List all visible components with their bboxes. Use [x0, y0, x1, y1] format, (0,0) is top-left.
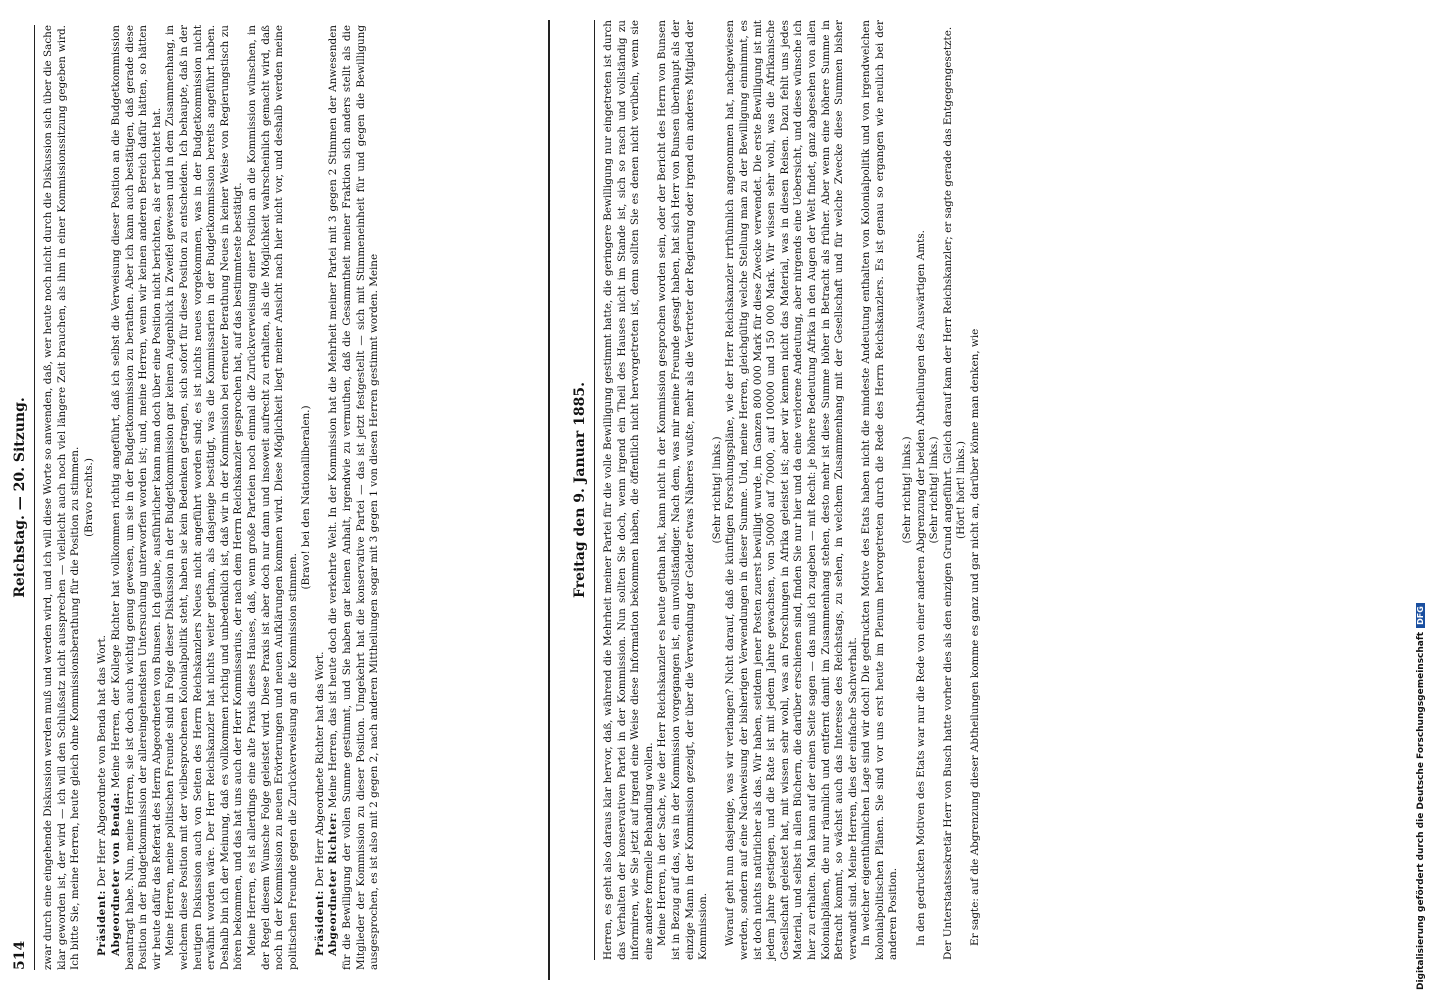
- paragraph-text: Der Herr Abgeordnete von Benda hat das Wort.: [96, 635, 109, 887]
- paragraph-text: (Hört! hört! links.): [955, 441, 968, 539]
- paragraph-text: In den gedruckten Motiven des Etats war nur die Rede von einer anderen Abgrenzung der beiden Abtheilungen des Auswärtigen Amts.: [914, 230, 927, 946]
- paragraph-text: (Sehr richtig! links.): [901, 436, 914, 544]
- speaker-name: Präsident:: [96, 890, 109, 956]
- paragraph: [110, 25, 164, 970]
- paragraph: [942, 20, 956, 960]
- paragraph-text: (Sehr richtig! links.): [928, 436, 941, 544]
- paragraph-text: (Bravo! bei den Nationalliberalen.): [300, 405, 313, 590]
- paragraph: [246, 25, 300, 970]
- paragraph: [96, 25, 110, 970]
- paragraph: [164, 25, 246, 970]
- right-page-header: [572, 20, 592, 960]
- paragraph: [42, 25, 83, 970]
- page-divider: [548, 20, 550, 980]
- paragraph: [915, 20, 929, 960]
- left-page-header: [12, 25, 32, 970]
- left-page: [0, 0, 480, 1000]
- header-rule: [34, 25, 35, 970]
- paragraph: [969, 20, 983, 960]
- speaker-name: Abgeordneter von Benda:: [109, 792, 122, 956]
- paragraph: [656, 20, 710, 960]
- credit-text: Digitalisierung gefördert durch die Deutsche Forschungsgemeinschaft: [1416, 631, 1426, 990]
- paragraph: [314, 25, 328, 970]
- paragraph-text: Der Herr Abgeordnete Richter hat das Wort.: [313, 651, 326, 887]
- paragraph-text: Meine Herren, der Kollege Richter hat vollkommen richtig angeführt, daß ich selbst die Verweisung dieser Position an die Budgetkommission beantragt habe. Nun, meine Herren, sie ist doch auch wichtig genug gewesen, um sie in der Budgetkommission zu berathen. Aber ich kann auch bestätigen, daß gerade diese Position in der Budgetkommission der allereingehendsten Untersuchung unterworfen worden ist; und, meine Herren, wenn wir keinen anderen Bereich dafür hätten, so hätten wir heute dafür das Referat des Herrn Abgeordneten von Bunsen. Ich glaube, ausführlicher kann man doch über eine Position nicht berichten, als er berichtet hat.: [109, 24, 163, 970]
- header-rule: [594, 20, 595, 960]
- paragraph: [83, 25, 97, 970]
- paragraph: [724, 20, 860, 960]
- paragraph-text: Meine Herren, es ist allerdings eine alte Praxis dieses Hauses, daß, wenn große Parteien noch einmal die Zurückverweisung einer Position an die Kommission wünschen, in der Regel diesem Wunsche Folge geleistet wird. Diese Praxis ist aber doch nur dann und insoweit aufrecht zu erhalten, als die Möglichkeit wahrscheinlich gemacht wird, daß noch in der Kommission zu neuen Erörterungen und neuen Aufklärungen kommen wird. Diese Möglichkeit liegt meiner Ansicht nach hier nicht vor, und deshalb werden meine politischen Freunde gegen die Zurückverweisung an die Kommission stimmen.: [245, 25, 299, 970]
- speaker-name: Präsident:: [313, 890, 326, 956]
- running-header: Reichstag. — 20. Sitzung.: [12, 397, 28, 598]
- digitization-credit: [1416, 603, 1426, 990]
- speaker-name: Abgeordneter Richter:: [327, 812, 340, 956]
- paragraph-text: In welcher eigenthümlichen Lage sind wir doch! Die gedruckten Motive des Etats haben nicht die mindeste Andeutung enthalten von Kolonialpolitik und von irgendwelchen kolonialpolitischen Plänen. Sie sind vor uns erst heute im Plenum hervorgetreten durch die Rede des Herrn Reichskanzlers. Es ist genau so ergangen wie neulich bei der anderen Position.: [860, 20, 900, 960]
- paragraph-text: Herren, es geht also daraus klar hervor, daß, während die Mehrheit meiner Partei für die volle Bewilligung gestimmt hatte, die geringere Bewilligung nur eingetreten ist durch das Verhalten der konservativen Partei in der Kommission. Nun sollten Sie doch, wenn irgend ein Theil des Hauses nicht im Stande ist, sich so rasch und vollständig zu informiren, wie Sie jetzt auf irgend eine Weise diese Information bekommen haben, die öffentlich nicht hervorgetreten ist, denn sollten Sie es denen nicht verübeln, wenn sie eine andere formelle Behandlung wollen.: [602, 20, 655, 960]
- date-header: Freitag den 9. Januar 1885.: [572, 382, 588, 598]
- paragraph: [300, 25, 314, 970]
- left-column: [42, 25, 462, 970]
- page-number: 514: [12, 940, 28, 970]
- paragraph-text: (Bravo rechts.): [82, 458, 95, 537]
- right-page: [560, 0, 1080, 1000]
- paragraph-text: Er sagte: auf die Abgrenzung dieser Abtheilungen komme es ganz und gar nicht an, darüber könne man denken, wie: [969, 328, 982, 946]
- paragraph: [928, 20, 942, 960]
- paragraph: [860, 20, 901, 960]
- paragraph: [711, 20, 725, 960]
- dfg-logo: DFG: [1416, 603, 1425, 628]
- paragraph-text: Meine Herren, das ist heute doch die verkehrte Welt. In der Kommission hat die Mehrheit meiner Partei mit 3 gegen 2 Stimmen der Anwesenden für die Bewilligung der vollen Summe gestimmt, und Sie haben gar keinen Anhalt, irgendwie zu vermuthen, daß die Gesammtheit meiner Fraktion sich anders stellt als die Mitglieder der Kommission zu dieser Position. Umgekehrt hat die konservative Partei — das ist jetzt festgestellt — sich mit Stimmeneinheit für und gegen die Bewilligung ausgesprochen, es ist also mit 2 gegen 2, nach anderen Mittheilungen sogar mit 3 gegen 1 von diesen Herren gestimmt worden. Meine: [327, 25, 381, 970]
- paragraph: [602, 20, 656, 960]
- paragraph-text: Meine Herren, meine politischen Freunde sind in Folge dieser Diskussion in der Budgetkommission gar keinen Augenblick in Zweifel gewesen und in dem Zusammenhang, in welchem diese Position mit der vielbesprochenen Kolonialpolitik steht, haben sie kein Bedenken getragen, sich sofort für diese Position zu entscheiden. Ich behaupte, daß in der heutigen Diskussion auch von Seiten des Herrn Reichskanzlers Neues nicht angeführt worden sind; es ist nichts neues vorgekommen, was in der Budgetkommission nicht erwähnt worden wäre. Der Herr Reichskanzler hat nichts weiter gethan, als dasjenige bestätigt, was die Kommissarien in der Budgetkommission bereits angeführt haben. Deshalb bin ich der Meinung, daß es vollkommen richtig und unbedenklich ist, daß wir in der Kommission bei erneuter Berathung Neues in keiner Weise von Regierungstisch zu hören bekommen, und das hat uns auch der Herr Kommissarius, der nach dem Herrn Reichskanzler gesprochen hat, auf das bestimmteste bestätigt.: [164, 25, 245, 970]
- paragraph-text: Worauf geht nun dasjenige, was wir verlangen? Nicht darauf, daß die künftigen Forschungspläne, wie der Herr Reichskanzler irrthümlich angenommen hat, nachgewiesen werden, sondern auf eine Nachweisung der bisherigen Verwendungen in dieser Summe. Und, meine Herren, gleichgültig welche Stellung man zu der Bewilligung einnimmt, es ist doch nichts natürlicher als das. Wir haben, seitdem jener Posten zuerst bewilligt wurde, im Ganzen 800 000 Mark für diese Zwecke verwendet. Die erste Bewilligung ist mit jedem Jahre gestiegen, und die Rate ist mit jedem Jahre gewachsen, von 50000 auf 70000, auf 100000 und 150 000 Mark. Wir wissen sehr wohl, was die Afrikanische Gesellschaft geleistet hat, mit wissen sehr wohl, was an Forschungen in Afrika geleistet ist; aber wir kennen nicht das Material, was in diesen Reisen. Dazu fehlt uns jedes Material, und selbst in allen Büchern, die darüber erschienen sind, finden Sie nur hier und da eine verlorene Andeutung, aber nirgends eine Uebersicht, und diese wünsche ich hier zu erhalten. Man kann auf der einen Seite sagen — das muß ich zugeben — mit Recht: je höhere Bedeutung Afrika in den Augen der Welt findet, ganz abgesehen von allen Kolonialplänen, die nur räumlich und entfernt damit im Zusammenhang stehen, desto mehr ist diese Summe höher in Betracht als früher. Aber wenn eine höhere Summe in Betracht kommt, so wächst auch das Interesse des Reichstags, zu sehen, in welchem Zusammenhang mit der Gesellschaft und für welche Zwecke diese Summen bisher verwandt sind. Meine Herren, dies der einfache Sachverhalt.: [724, 20, 859, 960]
- paragraph-text: Der Unterstaatssekretär Herr von Busch hatte vorher dies als den einzigen Grund angeführt. Gleich darauf kam der Herr Reichskanzler; er sagte gerade das Entgegengesetzte.: [941, 26, 954, 960]
- paragraph-text: (Sehr richtig! links.): [710, 436, 723, 544]
- paragraph: [955, 20, 969, 960]
- paragraph-text: Meine Herren, in der Sache, wie der Herr Reichskanzler es heute gethan hat, kann nicht in der Kommission gesprochen worden sein, oder der Bericht des Herrn von Bunsen ist in Bezug auf das, was in der Kommission vorgegangen ist, ein unvollständiger. Nach dem, was mir meine Freunde gesagt haben, hat sich Herr von Bunsen überhaupt als der einzige Mann in der Kommission gezeigt, der über die Verwendung der Gelder etwas Näheres wußte, mehr als die Vertreter der Regierung oder irgend ein anderes Mitglied der Kommission.: [656, 20, 710, 960]
- paragraph: [901, 20, 915, 960]
- right-column: [602, 20, 1062, 960]
- paragraph-text: zwar durch eine eingehende Diskussion werden muß und werden wird, und ich will diese Worte so anwenden, daß, wer heute noch nicht durch die Diskussion sich über die Sache klar geworden ist, der wird — ich will den Schlußsatz nicht aussprechen — vielleicht auch noch viel längere Zeit brauchen, als ihm in einer Kommissionssitzung gegeben wird. Ich bitte Sie, meine Herren, heute gleich ohne Kommissionsberathung für die Position zu stimmen.: [42, 25, 82, 970]
- paragraph: [327, 25, 381, 970]
